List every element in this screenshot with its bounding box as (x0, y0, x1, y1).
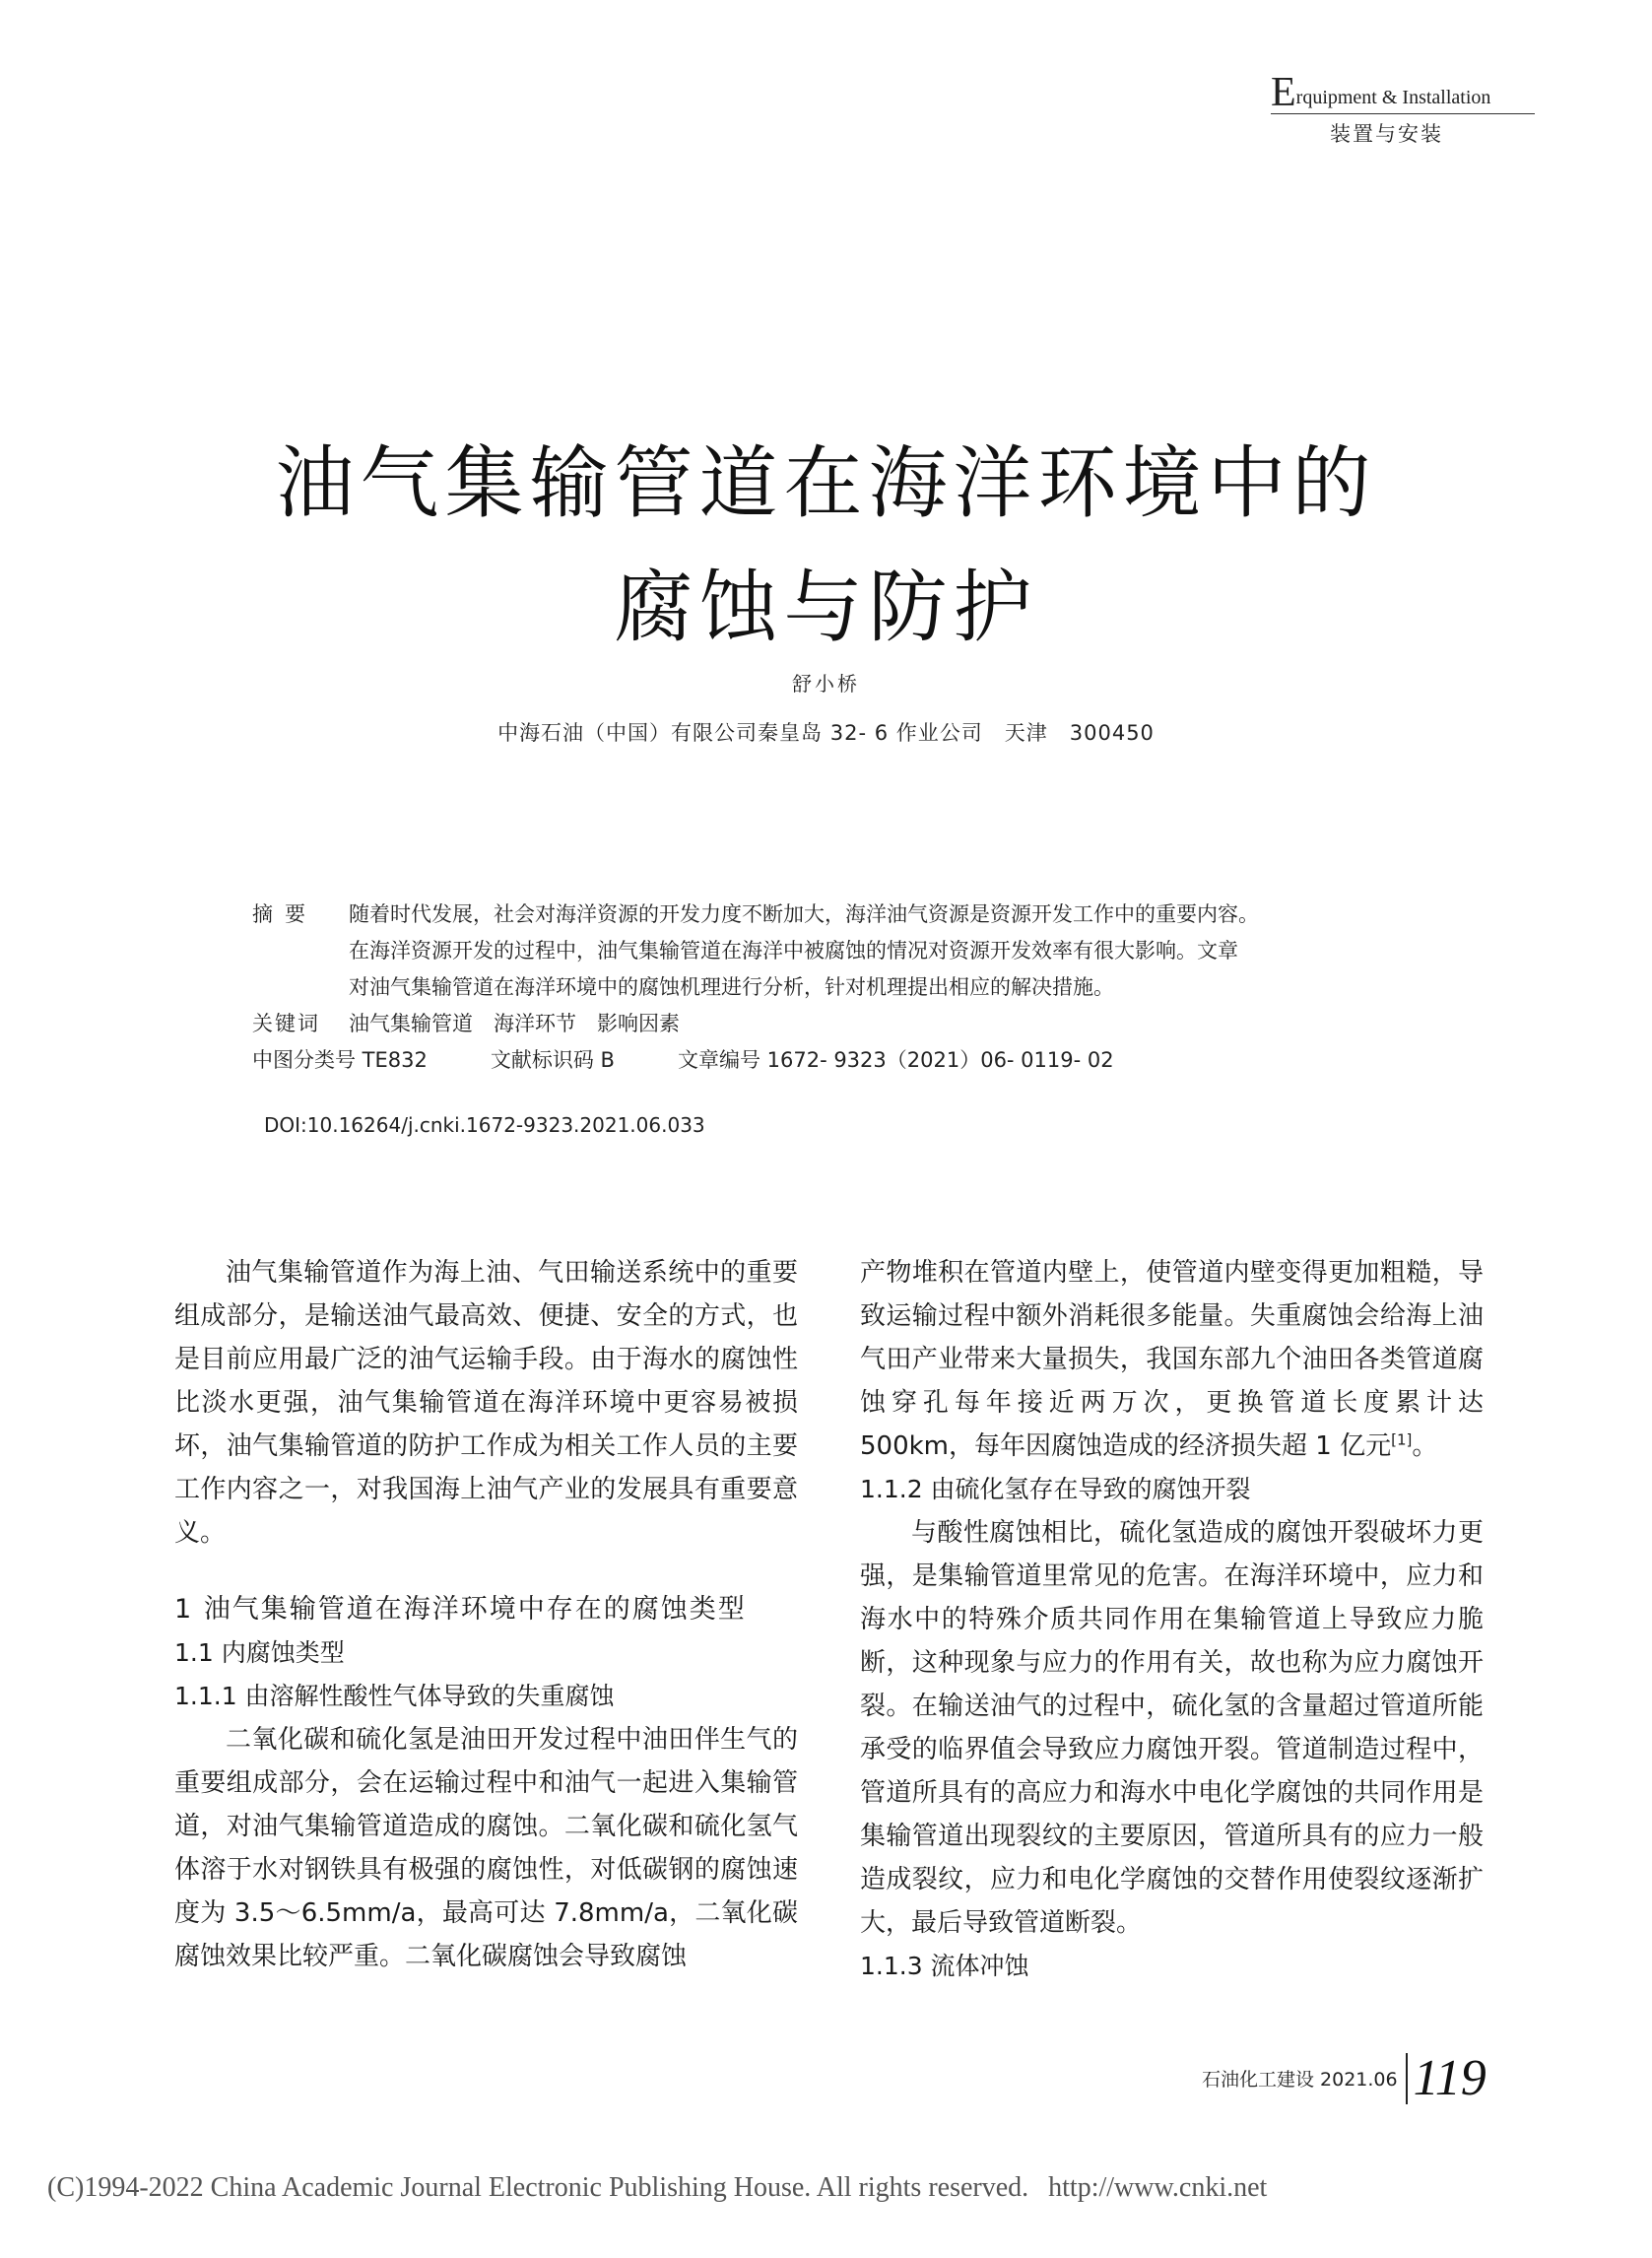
body-paragraph: 二氧化碳和硫化氢是油田开发过程中油田伴生气的重要组成部分，会在运输过程中和油气一起进入集输管道，对油气集输管道造成的腐蚀。二氧化碳和硫化氢气体溶于水对钢铁具有极强的腐蚀性，对低碳钢的腐蚀速度为 3.5～6.5mm/a，最高可达 7.8mm/a，二氧化碳腐蚀效果比较严重。二氧化碳腐蚀会导致腐蚀 (174, 1725, 798, 1971)
abstract-block (252, 897, 1434, 1079)
footer-divider (1406, 2053, 1408, 2104)
abstract-text-1: 随着时代发展，社会对海洋资源的开发力度不断加大，海洋油气资源是资源开发工作中的重要内容。 (349, 902, 1259, 926)
continued-text: 产物堆积在管道内壁上，使管道内壁变得更加粗糙，导致运输过程中额外消耗很多能量。失重腐蚀会给海上油气田产业带来大量损失，我国东部九个油田各类管道腐蚀穿孔每年接近两万次，更换管道长度累计达 500km，每年因腐蚀造成的经济损失超 1 亿元 (860, 1258, 1484, 1461)
classification-line (252, 1042, 1434, 1079)
continued-paragraph (860, 1251, 1484, 1468)
header-section-cn: 装置与安装 (1330, 122, 1443, 146)
section-heading-1-1-2: 1.1.2 由硫化氢存在导致的腐蚀开裂 (860, 1475, 1251, 1503)
article-title (0, 422, 1652, 670)
continued-end: 。 (1412, 1431, 1438, 1461)
section-heading-1-1-1: 1.1.1 由溶解性酸性气体导致的失重腐蚀 (174, 1682, 615, 1710)
keywords-label: 关键词 (252, 1012, 320, 1035)
keywords-value: 油气集输管道 海洋环节 影响因素 (349, 1012, 680, 1035)
right-column (860, 1251, 1484, 1988)
section-heading-1-1: 1.1 内腐蚀类型 (174, 1638, 345, 1667)
section-heading-1-1-3: 1.1.3 流体冲蚀 (860, 1952, 1029, 1980)
abstract-text-2: 在海洋资源开发的过程中，油气集输管道在海洋中被腐蚀的情况对资源开发效率有很大影响。文章 (349, 939, 1238, 963)
journal-issue: 石油化工建设 2021.06 (1202, 2069, 1398, 2091)
abstract-line (252, 897, 1434, 933)
title-line-2: 腐蚀与防护 (614, 562, 1038, 653)
copyright-text: (C)1994-2022 China Academic Journal Electronic Publishing House. All rights reserved. (47, 2172, 1029, 2203)
section-heading-1: 1 油气集输管道在海洋环境中存在的腐蚀类型 (174, 1594, 747, 1625)
document-code: 文献标识码 B (490, 1048, 615, 1072)
abstract-text-3: 对油气集输管道在海洋环境中的腐蚀机理进行分析，针对机理提出相应的解决措施。 (349, 975, 1114, 999)
header-section-en (1271, 70, 1547, 115)
keywords-line (252, 1006, 1434, 1042)
page-footer (1202, 2049, 1487, 2107)
title-line-1: 油气集输管道在海洋环境中的 (275, 437, 1377, 529)
header-en-rest: rquipment & Installation (1295, 87, 1491, 108)
affiliation: 中海石油（中国）有限公司秦皇岛 32- 6 作业公司 天津 300450 (497, 721, 1155, 745)
abstract-label: 摘要 (252, 902, 317, 926)
left-column (174, 1251, 798, 1978)
copyright-notice (47, 2172, 1267, 2204)
body-paragraph: 与酸性腐蚀相比，硫化氢造成的腐蚀开裂破坏力更强，是集输管道里常见的危害。在海洋环境中，应力和海水中的特殊介质共同作用在集输管道上导致应力脆断，这种现象与应力的作用有关，故也称为应力腐蚀开裂。在输送油气的过程中，硫化氢的含量超过管道所能承受的临界值会导致应力腐蚀开裂。管道制造过程中，管道所具有的高应力和海水中电化学腐蚀的共同作用是集输管道出现裂纹的主要原因，管道所具有的应力一般造成裂纹，应力和电化学腐蚀的交替作用使裂纹逐渐扩大，最后导致管道断裂。 (860, 1518, 1484, 1938)
running-header (1271, 70, 1547, 148)
clc-number: 中图分类号 TE832 (252, 1048, 428, 1072)
page-number: 119 (1413, 2050, 1487, 2106)
author: 舒小桥 (792, 672, 860, 696)
citation-ref: [1] (1391, 1430, 1413, 1449)
article-number: 文章编号 1672- 9323（2021）06- 0119- 02 (677, 1048, 1114, 1072)
copyright-url: http://www.cnki.net (1048, 2172, 1268, 2203)
intro-paragraph: 油气集输管道作为海上油、气田输送系统中的重要组成部分，是输送油气最高效、便捷、安全的方式，也是目前应用最广泛的油气运输手段。由于海水的腐蚀性比淡水更强，油气集输管道在海洋环境中更容易被损坏，油气集输管道的防护工作成为相关工作人员的主要工作内容之一，对我国海上油气产业的发展具有重要意义。 (174, 1258, 798, 1548)
doi: DOI:10.16264/j.cnki.1672-9323.2021.06.033 (264, 1113, 705, 1137)
header-initial: E (1271, 70, 1296, 115)
header-rule (1271, 113, 1535, 114)
